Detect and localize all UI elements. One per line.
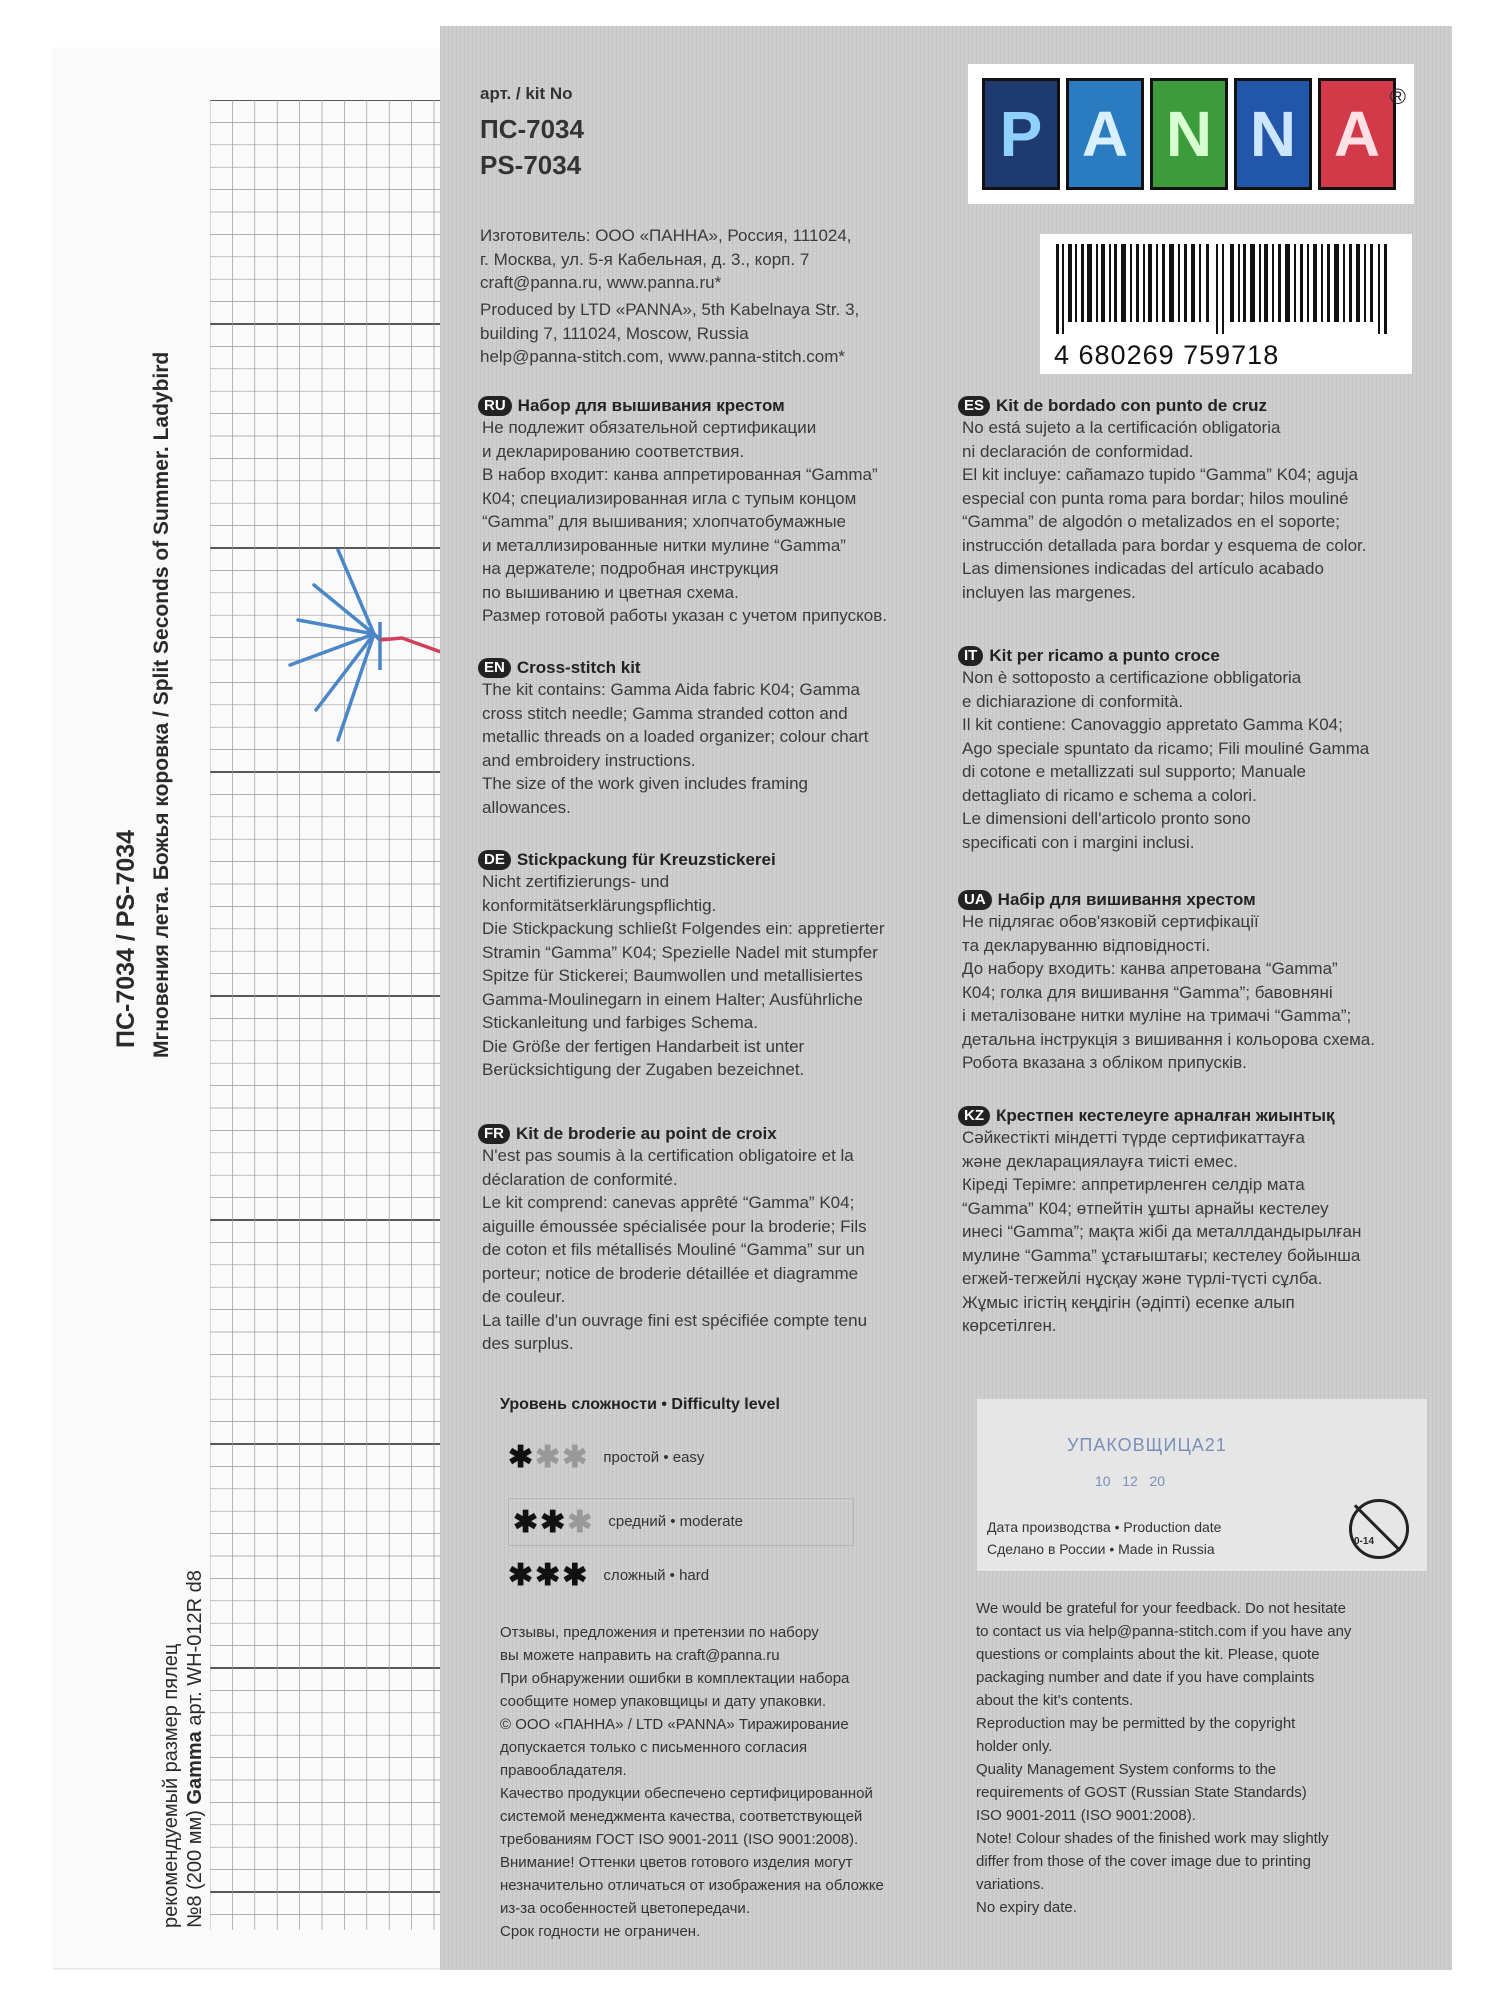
section-line: incluyen las margenes. bbox=[962, 582, 1136, 602]
section-line: Le kit comprend: canevas apprêté “Gamma” K04; bbox=[482, 1193, 855, 1212]
registered-mark: ® bbox=[1389, 84, 1406, 109]
text-line: сообщите номер упаковщицы и дату упаковки. bbox=[500, 1693, 827, 1710]
text-line: variations. bbox=[976, 1876, 1045, 1893]
section-line: allowances. bbox=[482, 797, 571, 817]
feedback-en bbox=[976, 1598, 1426, 1920]
difficulty-moderate-label: средний • moderate bbox=[608, 1513, 744, 1530]
section-line: dettagliato di ricamo e schema a colori. bbox=[962, 785, 1257, 805]
section-line: instrucción detallada para bordar y esquema de color. bbox=[962, 535, 1367, 555]
section-line: Stickanleitung und farbiges Schema. bbox=[482, 1013, 758, 1032]
section-header bbox=[478, 658, 948, 678]
section-line: Размер готовой работы указан с учетом припусков. bbox=[482, 606, 887, 625]
section-title: Cross-stitch kit bbox=[516, 658, 641, 677]
star-filled-icon bbox=[508, 1558, 589, 1593]
difficulty-easy bbox=[508, 1440, 704, 1475]
text-line: © ООО «ПАННА» / LTD «PANNA» Тиражирование bbox=[500, 1716, 849, 1733]
section-line: cross stitch needle; Gamma stranded cotton and bbox=[482, 703, 848, 723]
age-label: 0-14 bbox=[1354, 1536, 1375, 1547]
text-line: незначительно отличаться от изображения на обложке bbox=[500, 1877, 884, 1894]
section-line: Las dimensiones indicadas del artículo acabado bbox=[962, 559, 1324, 578]
text-line: системой менеджмента качества, соответствующей bbox=[500, 1808, 863, 1825]
text-line: questions or complaints about the kit. Please, quote bbox=[976, 1646, 1320, 1663]
section-line: Stramin “Gamma” K04; Spezielle Nadel mit stumpfer bbox=[482, 942, 878, 962]
section-line: и декларированию соответствия. bbox=[482, 441, 745, 461]
section-header bbox=[958, 646, 1428, 666]
section-line: мулине “Gamma” ұстағыштағы; кестелеу бойынша bbox=[962, 1245, 1361, 1265]
hoop-size-label: рекомендуемый размер пялец bbox=[160, 1643, 182, 1928]
section-de bbox=[478, 850, 948, 1082]
section-line: and embroidery instructions. bbox=[482, 750, 696, 770]
text-line: требованиям ГОСТ ISO 9001-2011 (ISO 9001:2008). bbox=[500, 1831, 859, 1848]
section-line: К04; голка для вишивання “Gamma”; бавовняні bbox=[962, 982, 1333, 1002]
section-fr bbox=[478, 1124, 948, 1356]
manufacturer-ru-line: craft@panna.ru, www.panna.ru* bbox=[480, 273, 722, 292]
section-line: Die Größe der fertigen Handarbeit ist unter bbox=[482, 1036, 805, 1056]
section-line: Не підлягає обов'язковій сертифікації bbox=[962, 912, 1259, 931]
kit-code-ru: ПС-7034 bbox=[480, 114, 584, 144]
section-line: Spitze für Stickerei; Baumwollen und metallisiertes bbox=[482, 966, 863, 985]
language-badge: UA bbox=[958, 890, 992, 910]
section-line: Berücksichtigung der Zugaben bezeichnet. bbox=[482, 1060, 805, 1079]
manufacturer-en bbox=[480, 298, 960, 369]
section-line: “Gamma” de algodón o metalizados en el soporte; bbox=[962, 512, 1340, 531]
section-line: e dichiarazione di conformità. bbox=[962, 691, 1184, 711]
section-line: Gamma-Moulinegarn in einem Halter; Ausführliche bbox=[482, 989, 863, 1009]
barcode-number: 4 680269 759718 bbox=[1054, 340, 1280, 370]
section-header bbox=[958, 890, 1428, 910]
star-off: ✱ bbox=[567, 1505, 595, 1539]
star-filled-icon bbox=[508, 1440, 589, 1475]
text-line: holder only. bbox=[976, 1738, 1053, 1755]
production-date-label: Дата производства • Production date bbox=[987, 1519, 1222, 1535]
section-line: de coton et fils métallisés Mouliné “Gamma” sur un bbox=[482, 1240, 865, 1259]
section-line: инесі “Gamma”; мақта жібі да металлдандырылған bbox=[962, 1222, 1362, 1241]
difficulty-hard bbox=[508, 1558, 709, 1593]
section-line: егжей-тегжейлі нұсқау және түрлі-түсті сұлба. bbox=[962, 1269, 1323, 1288]
hoop-number: №8 (200 мм) bbox=[184, 1804, 206, 1928]
hoop-model-label bbox=[184, 1570, 207, 1928]
section-line: көрсетілген. bbox=[962, 1316, 1057, 1335]
section-line: porteur; notice de broderie détaillée et diagramme bbox=[482, 1263, 859, 1283]
star-off: ✱✱ bbox=[535, 1441, 590, 1474]
section-header bbox=[478, 850, 948, 870]
text-line: Срок годности не ограничен. bbox=[500, 1923, 701, 1940]
section-line: de couleur. bbox=[482, 1287, 566, 1306]
text-line: правообладателя. bbox=[500, 1762, 627, 1779]
text-line: We would be grateful for your feedback. Do not hesitate bbox=[976, 1600, 1346, 1617]
section-line: на держателе; подробная инструкция bbox=[482, 559, 779, 578]
section-line: N'est pas soumis à la certification obligatoire et la bbox=[482, 1146, 854, 1165]
section-line: La taille d'un ouvrage fini est spécifiée compte tenu bbox=[482, 1310, 868, 1330]
section-line: та декларуванню відповідності. bbox=[962, 935, 1211, 955]
star-on: ✱✱✱ bbox=[508, 1559, 590, 1592]
section-header bbox=[958, 396, 1428, 416]
text-line: requirements of GOST (Russian State Standards) bbox=[976, 1784, 1307, 1801]
section-line: Die Stickpackung schließt Folgendes ein: appretierter bbox=[482, 919, 885, 938]
section-title: Kit de bordado con punto de cruz bbox=[996, 396, 1268, 415]
manufacturer-ru-line: г. Москва, ул. 5-я Кабельная, д. 3., корп. 7 bbox=[480, 249, 810, 269]
feedback-ru bbox=[500, 1622, 950, 1944]
manufacturer-en-line: help@panna-stitch.com, www.panna-stitch.com* bbox=[480, 347, 845, 366]
section-line: “Gamma” К04; өтпейтін ұшты арнайы кестелеу bbox=[962, 1198, 1329, 1218]
text-line: packaging number and date if you have complaints bbox=[976, 1669, 1315, 1686]
section-line: Робота вказана з обліком припусків. bbox=[962, 1053, 1247, 1072]
section-line: aiguille émoussée spécialisée pour la broderie; Fils bbox=[482, 1216, 867, 1236]
text-line: differ from those of the cover image due to printing bbox=[976, 1853, 1311, 1870]
section-line: metallic threads on a loaded organizer; colour chart bbox=[482, 727, 869, 746]
section-line: К04; специализированная игла с тупым концом bbox=[482, 488, 857, 508]
text-line: Note! Colour shades of the finished work may slightly bbox=[976, 1830, 1329, 1847]
language-badge: ES bbox=[958, 396, 990, 416]
section-line: especial con punta roma para bordar; hilos mouliné bbox=[962, 488, 1349, 508]
section-line: des surplus. bbox=[482, 1334, 574, 1353]
section-header bbox=[478, 1124, 948, 1144]
section-line: déclaration de conformité. bbox=[482, 1169, 678, 1189]
section-ua bbox=[958, 890, 1428, 1075]
info-panel bbox=[440, 26, 1452, 1970]
brand-logo: P A N N A bbox=[982, 78, 1396, 190]
section-title: Kit de broderie au point de croix bbox=[516, 1124, 777, 1143]
language-badge: KZ bbox=[958, 1106, 990, 1126]
section-line: No está sujeto a la certificación obligatoria bbox=[962, 418, 1281, 437]
strip-title-names: Мгновения лета. Божья коровка / Split Seconds of Summer. Ladybird bbox=[150, 351, 173, 1058]
text-line: вы можете направить на craft@panna.ru bbox=[500, 1647, 780, 1664]
section-line: Non è sottoposto a certificazione obbligatoria bbox=[962, 668, 1302, 687]
text-line: Отзывы, предложения и претензии по набору bbox=[500, 1624, 819, 1641]
section-line: Не подлежит обязательной сертификации bbox=[482, 418, 817, 437]
text-line: about the kit's contents. bbox=[976, 1692, 1134, 1709]
barcode-icon bbox=[1056, 244, 1396, 334]
section-title: Крестпен кестелеуге арналған жиынтық bbox=[996, 1106, 1335, 1125]
strip-title-codes: ПС-7034 / PS-7034 bbox=[112, 829, 140, 1048]
barcode-box bbox=[1040, 234, 1412, 374]
section-line: Кіреді Терімге: аппретирленген селдір мата bbox=[962, 1175, 1305, 1194]
difficulty-easy-label: простой • easy bbox=[603, 1448, 705, 1466]
section-line: В набор входит: канва аппретированная “Gamma” bbox=[482, 465, 878, 484]
section-line: The kit contains: Gamma Aida fabric K04; Gamma bbox=[482, 680, 860, 699]
hoop-article: арт. WH-012R d8 bbox=[184, 1570, 206, 1732]
production-box bbox=[976, 1398, 1428, 1572]
section-line: және декларациялауға тиісті емес. bbox=[962, 1151, 1238, 1171]
section-line: Жұмыс ігістің кеңдігін (әдіпті) есепке алып bbox=[962, 1292, 1295, 1312]
section-line: El kit incluye: cañamazo tupido “Gamma” K04; aguja bbox=[962, 465, 1358, 484]
text-line: Качество продукции обеспечено сертифицированной bbox=[500, 1785, 873, 1802]
difficulty-title: Уровень сложности • Difficulty level bbox=[500, 1396, 780, 1413]
language-badge: IT bbox=[958, 646, 983, 666]
section-line: и металлизированные нитки мулине “Gamma” bbox=[482, 535, 846, 555]
text-line: из-за особенностей цветопередачи. bbox=[500, 1900, 750, 1917]
section-title: Stickpackung für Kreuzstickerei bbox=[516, 850, 776, 869]
text-line: ISO 9001-2011 (ISO 9001:2008). bbox=[976, 1807, 1196, 1824]
text-line: допускается только с письменного согласия bbox=[500, 1739, 808, 1756]
difficulty-hard-label: сложный • hard bbox=[603, 1566, 710, 1584]
kit-code-en: PS-7034 bbox=[480, 150, 582, 180]
text-line: Reproduction may be permitted by the copyright bbox=[976, 1715, 1296, 1732]
section-title: Набір для вишивання хрестом bbox=[997, 890, 1256, 909]
section-header bbox=[958, 1106, 1428, 1126]
kit-label: арт. / kit No bbox=[480, 84, 573, 103]
manufacturer-ru-line: Изготовитель: ООО «ПАННА», Россия, 111024, bbox=[480, 226, 852, 245]
section-line: детальна інструкція з вишивання і кольорова схема. bbox=[962, 1029, 1375, 1049]
stitch-grid bbox=[210, 100, 452, 1930]
section-ru bbox=[478, 396, 948, 628]
star-on: ✱✱ bbox=[513, 1505, 568, 1539]
text-line: Quality Management System conforms to the bbox=[976, 1761, 1277, 1778]
section-line: Il kit contiene: Canovaggio appretato Gamma K04; bbox=[962, 715, 1343, 734]
section-line: і металізоване нитки муліне на тримачі “Gamma”; bbox=[962, 1006, 1352, 1025]
language-badge: FR bbox=[478, 1124, 510, 1144]
section-line: До набору входить: канва апретована “Gamma” bbox=[962, 959, 1338, 978]
language-badge: DE bbox=[478, 850, 511, 870]
manufacturer-en-line: building 7, 111024, Moscow, Russia bbox=[480, 323, 749, 343]
text-line: Внимание! Оттенки цветов готового изделия могут bbox=[500, 1854, 853, 1871]
section-en bbox=[478, 658, 948, 819]
age-warning-icon bbox=[1349, 1499, 1409, 1559]
section-es bbox=[958, 396, 1428, 604]
text-line: No expiry date. bbox=[976, 1899, 1077, 1916]
section-it bbox=[958, 646, 1428, 854]
manufacturer-ru bbox=[480, 224, 960, 295]
stamp-date: 10 12 20 bbox=[1095, 1473, 1166, 1489]
section-line: konformitätserklärungspflichtig. bbox=[482, 895, 717, 915]
section-line: Nicht zertifizierungs- und bbox=[482, 872, 670, 891]
made-in-label: Сделано в России • Made in Russia bbox=[987, 1541, 1215, 1557]
section-line: Le dimensioni dell'articolo pronto sono bbox=[962, 809, 1251, 828]
brand-logo-box bbox=[968, 64, 1414, 204]
text-line: При обнаружении ошибки в комплектации набора bbox=[500, 1670, 850, 1687]
section-line: di cotone e metallizzati sul supporto; Manuale bbox=[962, 762, 1306, 781]
text-line: to contact us via help@panna-stitch.com if you have any bbox=[976, 1623, 1352, 1640]
language-badge: EN bbox=[478, 658, 511, 678]
star-on: ✱ bbox=[508, 1441, 536, 1474]
difficulty-moderate bbox=[508, 1498, 854, 1546]
section-header bbox=[478, 396, 948, 416]
section-line: “Gamma” для вышивания; хлопчатобумажные bbox=[482, 512, 846, 531]
language-badge: RU bbox=[478, 396, 512, 416]
packer-stamp: УПАКОВЩИЦА21 bbox=[1067, 1435, 1227, 1455]
section-title: Набор для вышивания крестом bbox=[517, 396, 785, 415]
section-line: Ago speciale spuntato da ricamo; Fili mouliné Gamma bbox=[962, 738, 1370, 758]
section-line: ni declaración de conformidad. bbox=[962, 441, 1194, 461]
section-title: Kit per ricamo a punto croce bbox=[989, 646, 1220, 665]
manufacturer-en-line: Produced by LTD «PANNA», 5th Kabelnaya Str. 3, bbox=[480, 300, 860, 319]
section-line: The size of the work given includes framing bbox=[482, 774, 808, 793]
section-line: specificati con i margini inclusi. bbox=[962, 832, 1195, 852]
star-filled-icon bbox=[513, 1505, 594, 1540]
section-line: Сәйкестікті міндетті түрде сертификаттауға bbox=[962, 1128, 1305, 1147]
section-line: по вышиванию и цветная схема. bbox=[482, 582, 739, 602]
section-kz bbox=[958, 1106, 1428, 1338]
hoop-brand: Gamma bbox=[184, 1731, 206, 1805]
